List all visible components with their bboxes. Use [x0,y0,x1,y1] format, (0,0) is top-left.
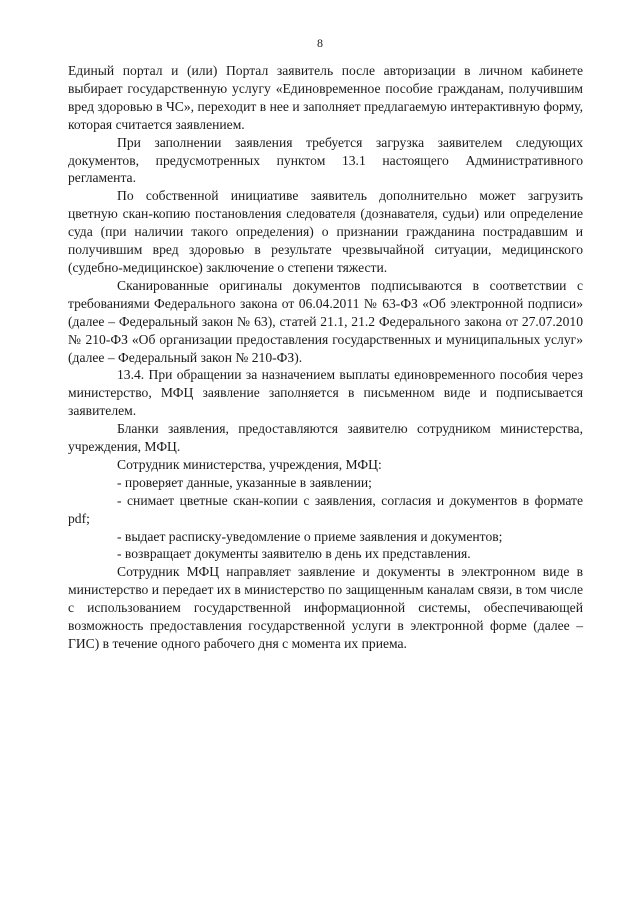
paragraph-required-uploads: При заполнении заявления требуется загрузка заявителем следующих документов, предусмотренных пунктом 13.1 настоящего Административного регламента. [68,134,583,186]
list-item-issues-receipt: - выдает расписку-уведомление о приеме заявления и документов; [117,528,503,544]
paragraph-mfc-transmission: Сотрудник МФЦ направляет заявление и документы в электронном виде в министерство и передает их в министерство по защищенным каналам связи, в том числе с использованием государственной информационной системы, обеспечивающей возможность предоставления государственной услуги в электронной форме (далее – ГИС) в течение одного рабочего дня с момента их приема. [68,564,583,651]
list-item-scans-documents: - снимает цветные скан-копии с заявления, согласия и документов в формате pdf; [68,492,583,526]
document-body [68,62,583,653]
paragraph-forms-provided: Бланки заявления, предоставляются заявителю сотрудником министерства, учреждения, МФЦ. [68,421,583,455]
paragraph-portal-application: Единый портал и (или) Портал заявитель после авторизации в личном кабинете выбирает государственную услугу «Единовременное пособие гражданам, получившим вред здоровью в ЧС», переходит в нее и заполняет предлагаемую интерактивную форму, которая считается заявлением. [68,63,583,132]
list-item-checks-data: - проверяет данные, указанные в заявлении; [117,474,372,490]
paragraph-optional-uploads: По собственной инициативе заявитель дополнительно может загрузить цветную скан-копию постановления следователя (дознавателя, судьи) или определение суда (при наличии такого определения) о признании гражданина пострадавшим и получившим вред здоровью в результате чрезвычайной ситуации, медицинского (судебно-медицинское) заключение о степени тяжести. [68,188,583,275]
paragraph-signature-requirements: Сканированные оригиналы документов подписываются в соответствии с требованиями Федерального закона от 06.04.2011 № 63-ФЗ «Об электронной подписи» (далее – Федеральный закон № 63), статей 21.1, 21.2 Федерального закона от 27.07.2010 № 210-ФЗ «Об организации предоставления государственных и муниципальных услуг» (далее – Федеральный закон № 210-ФЗ). [68,277,583,365]
paragraph-staff-duties-heading: Сотрудник министерства, учреждения, МФЦ: [117,456,382,472]
paragraph-section-13-4: 13.4. При обращении за назначением выплаты единовременного пособия через министерство, МФЦ заявление заполняется в письменном виде и подписывается заявителем. [68,367,583,419]
page-number: 8 [317,36,323,50]
list-item-returns-documents: - возвращает документы заявителю в день их представления. [117,546,471,562]
